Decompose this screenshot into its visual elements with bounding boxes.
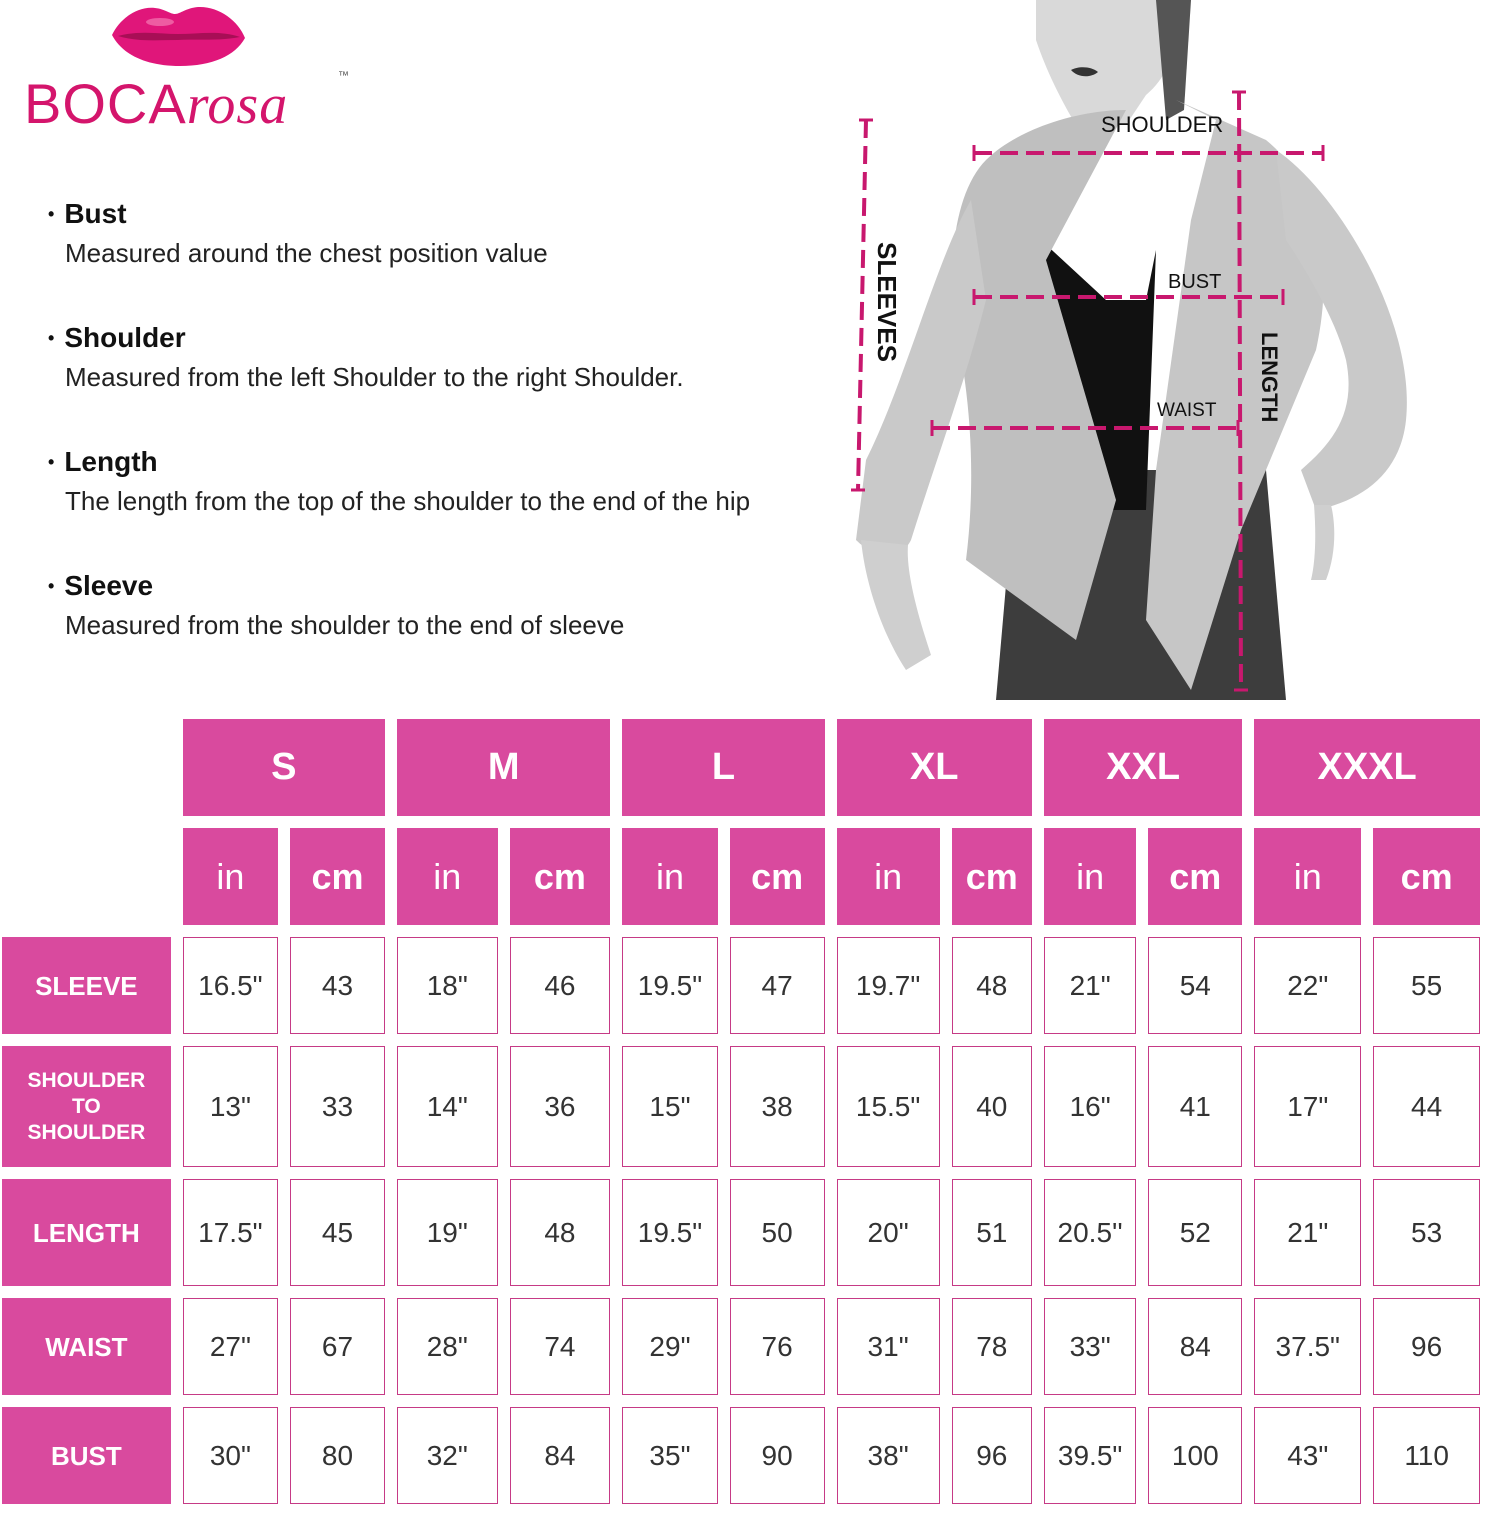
label-waist: WAIST [1157,400,1217,421]
table-cell: 21" [1254,1179,1361,1286]
table-cell: 48 [952,937,1032,1034]
unit-cm: cm [730,828,825,925]
definition-title: • Bust [48,197,548,231]
size-header-row [2,719,1480,816]
table-cell: 50 [730,1179,825,1286]
label-shoulder: SHOULDER [1101,112,1224,137]
corner-cell [2,719,171,816]
row-header-line: SHOULDER [27,1120,146,1144]
size-header-l: L [622,719,824,816]
unit-cm: cm [952,828,1032,925]
table-cell: 45 [290,1179,385,1286]
definition-text: Measured around the chest position value [65,238,548,268]
size-header-m: M [397,719,610,816]
unit-in: in [397,828,498,925]
unit-cm: cm [1148,828,1242,925]
definition-text: Measured from the shoulder to the end of sleeve [65,610,625,640]
table-cell: 13" [183,1046,278,1167]
table-row-length [2,1179,1480,1286]
table-cell: 35" [622,1407,717,1504]
model-left-hand [861,540,931,670]
corner-cell [2,828,171,925]
size-header-xl: XL [837,719,1032,816]
row-header-bust: BUST [2,1407,171,1504]
length-line [1239,92,1241,690]
table-cell: 43 [290,937,385,1034]
trademark-symbol: ™ [338,70,349,82]
table-row-shoulder [2,1046,1480,1167]
definition-shoulder [48,321,684,393]
table-cell: 17" [1254,1046,1361,1167]
table-cell: 44 [1373,1046,1480,1167]
brand-name-prefix: BOCA [24,72,187,135]
table-cell: 38 [730,1046,825,1167]
definition-sleeve [48,569,624,641]
table-cell: 20" [837,1179,940,1286]
unit-header-row [2,828,1480,925]
unit-in: in [183,828,278,925]
definition-title: • Shoulder [48,321,684,355]
table-cell: 110 [1373,1407,1480,1504]
model-hair [1156,0,1191,120]
table-cell: 33 [290,1046,385,1167]
table-cell: 14" [397,1046,498,1167]
table-cell: 31" [837,1298,940,1395]
unit-in: in [622,828,717,925]
row-header-line: SHOULDER [27,1068,146,1092]
table-cell: 37.5" [1254,1298,1361,1395]
table-cell: 90 [730,1407,825,1504]
table-cell: 40 [952,1046,1032,1167]
table-cell: 15.5" [837,1046,940,1167]
table-cell: 55 [1373,937,1480,1034]
table-row-bust [2,1407,1480,1504]
table-cell: 19.5" [622,937,717,1034]
table-cell: 22" [1254,937,1361,1034]
row-header-shoulder-to-shoulder [2,1046,171,1167]
label-sleeves: SLEEVES [872,242,902,362]
model-head [1036,0,1174,125]
table-cell: 28" [397,1298,498,1395]
row-header-waist: WAIST [2,1298,171,1395]
size-header-xxxl: XXXL [1254,719,1480,816]
table-cell: 76 [730,1298,825,1395]
table-cell: 51 [952,1179,1032,1286]
table-cell: 16.5" [183,937,278,1034]
table-cell: 33" [1044,1298,1136,1395]
row-header-sleeve: SLEEVE [2,937,171,1034]
table-cell: 84 [510,1407,611,1504]
row-header-length: LENGTH [2,1179,171,1286]
unit-in: in [1044,828,1136,925]
table-cell: 54 [1148,937,1242,1034]
table-cell: 39.5" [1044,1407,1136,1504]
definition-text: The length from the top of the shoulder to the end of the hip [65,486,751,516]
table-cell: 21" [1044,937,1136,1034]
table-cell: 78 [952,1298,1032,1395]
table-cell: 43" [1254,1407,1361,1504]
lips-logo-icon [20,0,370,80]
table-cell: 36 [510,1046,611,1167]
table-cell: 100 [1148,1407,1242,1504]
unit-cm: cm [290,828,385,925]
table-cell: 19.5" [622,1179,717,1286]
definition-title: • Sleeve [48,569,624,603]
table-cell: 18" [397,937,498,1034]
table-cell: 46 [510,937,611,1034]
definition-title: • Length [48,445,750,479]
table-cell: 27" [183,1298,278,1395]
table-cell: 20.5'' [1044,1179,1136,1286]
table-cell: 19.7" [837,937,940,1034]
size-header-s: S [183,719,385,816]
table-row-waist [2,1298,1480,1395]
table-cell: 48 [510,1179,611,1286]
table-cell: 38" [837,1407,940,1504]
table-cell: 80 [290,1407,385,1504]
table-cell: 19" [397,1179,498,1286]
definition-length [48,445,750,517]
sleeve-line [858,120,866,490]
unit-in: in [837,828,940,925]
definition-bust [48,197,548,269]
table-cell: 96 [1373,1298,1480,1395]
definition-text: Measured from the left Shoulder to the right Shoulder. [65,362,684,392]
model-right-hand [1311,505,1334,580]
table-row-sleeve [2,937,1480,1034]
table-cell: 30" [183,1407,278,1504]
brand-name-suffix: rosa [186,74,289,136]
table-cell: 67 [290,1298,385,1395]
row-header-line: TO [71,1094,101,1118]
label-length: LENGTH [1257,332,1282,423]
size-header-xxl: XXL [1044,719,1242,816]
table-cell: 32" [397,1407,498,1504]
table-cell: 47 [730,937,825,1034]
unit-in: in [1254,828,1361,925]
size-chart-table [0,707,1492,1516]
table-cell: 17.5" [183,1179,278,1286]
table-cell: 16" [1044,1046,1136,1167]
table-cell: 96 [952,1407,1032,1504]
brand-wordmark [24,72,288,137]
table-cell: 29" [622,1298,717,1395]
table-cell: 41 [1148,1046,1242,1167]
model-figure [846,0,1486,700]
unit-cm: cm [1373,828,1480,925]
label-bust: BUST [1168,271,1222,293]
table-cell: 74 [510,1298,611,1395]
table-cell: 15" [622,1046,717,1167]
table-cell: 53 [1373,1179,1480,1286]
table-cell: 84 [1148,1298,1242,1395]
unit-cm: cm [510,828,611,925]
table-cell: 52 [1148,1179,1242,1286]
